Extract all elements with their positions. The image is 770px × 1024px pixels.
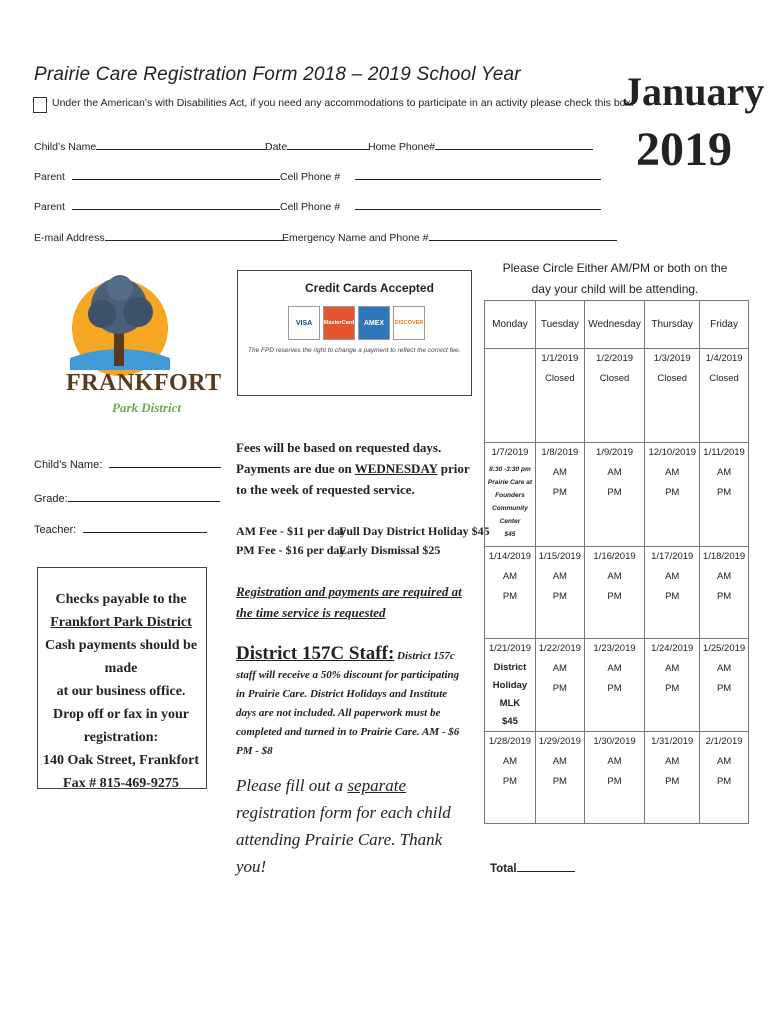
day-status: Community <box>492 505 528 512</box>
discover-icon: DISCOVER <box>393 306 425 340</box>
calendar-day-cell[interactable] <box>584 349 645 443</box>
calendar-day-cell[interactable] <box>700 443 749 547</box>
date-field[interactable] <box>265 138 369 153</box>
side-child-name-label: Child’s Name: <box>34 459 103 471</box>
home-phone-label: Home Phone# <box>368 141 436 153</box>
fees-paragraph: Fees will be based on requested days. Payments are due on WEDNESDAY prior to the week of requested service. <box>236 440 470 497</box>
calendar-day-cell[interactable] <box>584 547 645 639</box>
calendar-day-cell[interactable] <box>535 349 584 443</box>
day-status: Center <box>499 518 521 525</box>
calendar-day-cell[interactable] <box>700 639 749 732</box>
calendar-day-cell[interactable] <box>645 443 700 547</box>
attendance-calendar <box>484 300 749 824</box>
calendar-day-cell[interactable] <box>535 443 584 547</box>
email-field[interactable] <box>34 229 285 244</box>
day-date: 1/21/2019 <box>488 643 532 654</box>
staff-title: District 157C Staff: <box>236 643 395 664</box>
day-status: PM <box>716 487 732 498</box>
fpd-note: The FPD reserves the right to change a payment to reflect the correct fee. <box>248 347 461 354</box>
day-status: AM <box>607 467 622 478</box>
logo-subtitle: Park District <box>112 400 181 415</box>
calendar-day-cell[interactable] <box>535 547 584 639</box>
calendar-day-cell[interactable] <box>700 547 749 639</box>
parent-label: Parent <box>34 171 65 183</box>
day-status: PM <box>552 487 567 498</box>
day-status: AM <box>502 571 518 582</box>
day-date: 1/3/2019 <box>653 353 691 364</box>
parent-field-2[interactable] <box>34 198 280 213</box>
calendar-week-row <box>485 639 749 732</box>
calendar-instruction: Please Circle Either AM/PM or both on the day your child will be attending. <box>502 261 728 296</box>
pm-fee: PM Fee - $16 per day <box>236 543 346 557</box>
calendar-day-cell[interactable] <box>485 349 536 443</box>
day-date: 1/16/2019 <box>593 551 636 562</box>
day-status: AM <box>716 467 732 478</box>
day-status: PM <box>665 683 680 694</box>
day-date: 1/14/2019 <box>488 551 532 562</box>
day-status: $45 <box>502 716 518 727</box>
cell-phone-field-2[interactable] <box>280 198 601 213</box>
calendar-day-cell[interactable] <box>584 639 645 732</box>
day-status: PM <box>607 683 622 694</box>
cell-phone-label: Cell Phone # <box>280 171 341 183</box>
day-status: AM <box>502 756 518 767</box>
calendar-week-row <box>485 349 749 443</box>
day-status: PM <box>607 776 622 787</box>
holiday-fee: Full Day District Holiday $45 <box>339 524 490 538</box>
checks-text: Checks payable to the Frankfort Park District Cash payments should be made at our business office. Drop off or fax in your registration: 140 Oak Street, Frankfort Fax # 815-469-9275 <box>42 592 200 791</box>
day-status: AM <box>716 663 732 674</box>
day-header: Wednesday <box>584 301 645 349</box>
day-status: AM <box>607 571 622 582</box>
home-phone-field[interactable] <box>368 138 593 153</box>
day-status: AM <box>552 663 567 674</box>
day-status: AM <box>665 467 680 478</box>
grade-field[interactable] <box>34 490 220 505</box>
day-status: PM <box>502 776 518 787</box>
calendar-header-row <box>485 301 749 349</box>
ada-checkbox[interactable] <box>33 97 47 113</box>
day-status: AM <box>552 571 567 582</box>
day-status: District <box>493 662 527 673</box>
day-status: PM <box>665 591 680 602</box>
day-date: 1/9/2019 <box>596 447 634 458</box>
day-status: PM <box>552 776 567 787</box>
day-status: PM <box>552 591 567 602</box>
month-label: January <box>622 69 765 114</box>
day-status: MLK <box>499 698 521 709</box>
calendar-day-cell[interactable] <box>645 639 700 732</box>
day-status: 8:30 -3:30 pm <box>489 466 531 473</box>
day-status: PM <box>552 683 567 694</box>
logo-name: FRANKFORT <box>66 370 222 396</box>
am-fee: AM Fee - $11 per day <box>236 524 347 538</box>
day-status: PM <box>665 776 680 787</box>
parent-field-1[interactable] <box>34 168 280 183</box>
day-date: 1/11/2019 <box>703 447 745 458</box>
calendar-day-cell[interactable] <box>535 732 584 824</box>
calendar-day-cell[interactable] <box>584 732 645 824</box>
visa-icon: VISA <box>288 306 320 340</box>
calendar-day-cell[interactable] <box>584 443 645 547</box>
day-status: Closed <box>545 373 575 384</box>
day-status: AM <box>716 756 732 767</box>
day-status: PM <box>716 776 732 787</box>
emergency-field[interactable] <box>282 229 617 244</box>
day-status: Prairie Care at <box>487 479 532 486</box>
day-header: Thursday <box>645 301 700 349</box>
day-status: Closed <box>599 373 630 384</box>
calendar-day-cell[interactable] <box>645 547 700 639</box>
day-header: Tuesday <box>535 301 584 349</box>
calendar-day-cell[interactable] <box>485 443 536 547</box>
day-status: PM <box>665 487 680 498</box>
form-title: Prairie Care Registration Form 2018 – 2019 School Year <box>34 64 521 85</box>
day-status: $45 <box>504 531 516 538</box>
child-name-label: Child’s Name <box>34 141 97 153</box>
year-label: 2019 <box>636 123 732 176</box>
day-date: 1/30/2019 <box>593 736 636 747</box>
grade-label: Grade: <box>34 493 68 505</box>
calendar-day-cell[interactable] <box>700 349 749 443</box>
calendar-day-cell[interactable] <box>485 547 536 639</box>
day-status: AM <box>552 467 567 478</box>
day-date: 1/24/2019 <box>651 643 694 654</box>
parent-label: Parent <box>34 201 65 213</box>
day-status: AM <box>665 663 680 674</box>
emergency-label: Emergency Name and Phone # <box>282 232 429 244</box>
day-date: 1/25/2019 <box>702 643 746 654</box>
day-date: 1/22/2019 <box>538 643 581 654</box>
calendar-week-row <box>485 732 749 824</box>
day-status: AM <box>552 756 567 767</box>
frankfort-logo <box>62 270 222 430</box>
calendar-day-cell[interactable] <box>535 639 584 732</box>
day-date: 1/17/2019 <box>651 551 694 562</box>
day-status: Holiday <box>492 680 528 691</box>
email-label: E-mail Address <box>34 232 105 244</box>
side-child-name-field[interactable] <box>34 456 221 471</box>
day-date: 1/1/2019 <box>541 353 579 364</box>
ada-notice: Under the American’s with Disabilities Act, if you need any accommodations to participate in an activity please check this box. <box>52 97 634 109</box>
registration-note: Registration and payments are required at the time service is requested <box>236 584 462 620</box>
cell-phone-field-1[interactable] <box>280 168 601 183</box>
day-date: 1/8/2019 <box>541 447 579 458</box>
teacher-label: Teacher: <box>34 524 77 536</box>
teacher-field[interactable] <box>34 521 207 536</box>
day-status: PM <box>502 591 518 602</box>
cell-phone-label: Cell Phone # <box>280 201 341 213</box>
staff-discount <box>236 644 468 761</box>
calendar-day-cell[interactable] <box>700 732 749 824</box>
day-date: 1/28/2019 <box>488 736 532 747</box>
day-status: AM <box>665 756 680 767</box>
day-status: Closed <box>709 373 739 384</box>
day-status: Founders <box>495 492 525 499</box>
mastercard-icon: MasterCard <box>323 306 355 340</box>
calendar-day-cell[interactable] <box>645 349 700 443</box>
day-header: Friday <box>700 301 749 349</box>
day-date: 1/29/2019 <box>538 736 581 747</box>
day-date: 12/10/2019 <box>648 447 696 458</box>
day-date: 1/31/2019 <box>651 736 694 747</box>
credit-card-title: Credit Cards Accepted <box>305 281 434 295</box>
staff-text: District 157c staff will receive a 50% discount for participating in Prairie Care. District Holidays and Institute days are not included. All paperwork must be completed and turned in to Prairie Care. AM - $6 PM - $8 <box>236 650 460 757</box>
day-status: AM <box>607 663 622 674</box>
day-status: PM <box>716 683 732 694</box>
day-date: 1/23/2019 <box>593 643 636 654</box>
day-status: Closed <box>657 373 687 384</box>
calendar-day-cell[interactable] <box>485 639 536 732</box>
day-status: PM <box>607 487 622 498</box>
date-label: Date <box>265 141 288 153</box>
calendar-week-row <box>485 443 749 547</box>
child-name-field[interactable] <box>34 138 266 153</box>
day-date: 1/18/2019 <box>702 551 746 562</box>
day-date: 1/2/2019 <box>596 353 634 364</box>
total-label: Total <box>490 863 517 875</box>
calendar-week-row <box>485 547 749 639</box>
day-header: Monday <box>485 301 536 349</box>
day-status: PM <box>716 591 732 602</box>
day-date: 1/15/2019 <box>538 551 581 562</box>
amex-icon: AMEX <box>358 306 390 340</box>
early-dismissal-fee: Early Dismissal $25 <box>339 543 441 557</box>
calendar-day-cell[interactable] <box>485 732 536 824</box>
total-field[interactable] <box>490 860 575 875</box>
day-status: AM <box>665 571 680 582</box>
day-date: 1/4/2019 <box>705 353 743 364</box>
day-status: AM <box>716 571 732 582</box>
calendar-day-cell[interactable] <box>645 732 700 824</box>
day-date: 1/7/2019 <box>491 447 529 458</box>
separate-form-note: Please fill out a separate registration form for each child attending Prairie Care. Thank you! <box>236 776 451 876</box>
day-status: AM <box>607 756 622 767</box>
day-date: 2/1/2019 <box>705 736 743 747</box>
day-status: PM <box>607 591 622 602</box>
